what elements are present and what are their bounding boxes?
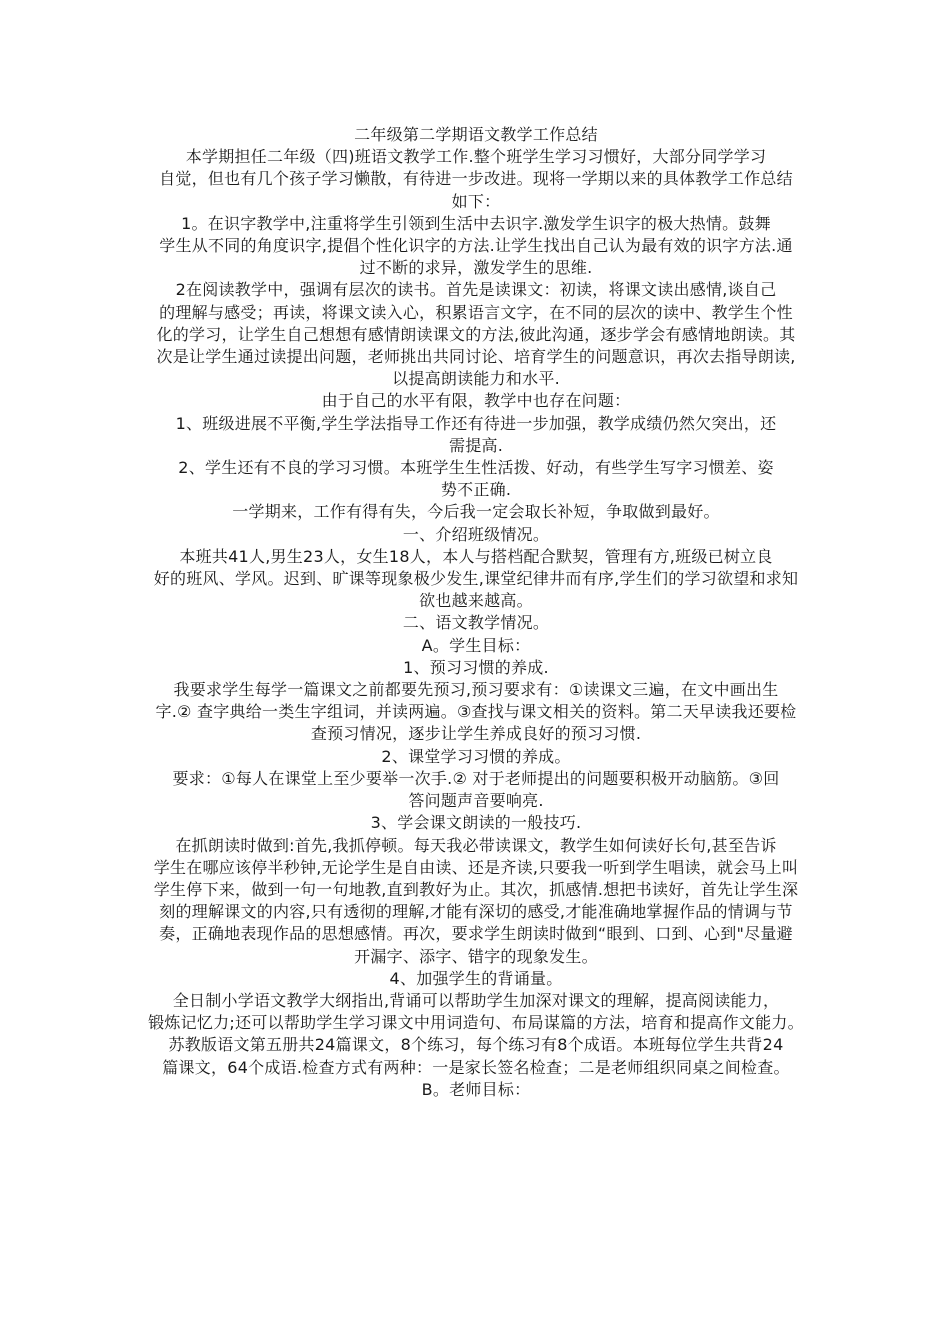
text-line: 的理解与感受；再读，将课文读入心，积累语言文字，在不同的层次的读中、教学生个性 bbox=[159, 302, 793, 322]
text-line: 答问题声音要响亮. bbox=[408, 791, 544, 811]
text-line: 好的班风、学风。迟到、旷课等现象极少发生,课堂纪律井而有序,学生们的学习欲望和求知 bbox=[153, 569, 799, 589]
subsection-heading: A。学生目标： bbox=[421, 635, 531, 655]
item-heading: 2、课堂学习习惯的养成。 bbox=[381, 746, 571, 766]
text-line: 本班共41人,男生23人，女生18人，本人与搭档配合默契，管理有方,班级已树立良 bbox=[179, 546, 773, 566]
text-line: 要求：①每人在课堂上至少要举一次手.② 对于老师提出的问题要积极开动脑筋。③回 bbox=[172, 768, 780, 788]
text-line: 以提高朗读能力和水平. bbox=[392, 369, 560, 389]
item-heading: 3、学会课文朗读的一般技巧. bbox=[370, 813, 582, 833]
text-line: 锻炼记忆力;还可以帮助学生学习课文中用词造句、布局谋篇的方法，培育和提高作文能力。 bbox=[148, 1013, 804, 1033]
section-heading: 二、语文教学情况。 bbox=[402, 613, 550, 633]
item-heading: 4、加强学生的背诵量。 bbox=[389, 968, 563, 988]
text-line: 如下： bbox=[451, 191, 501, 211]
text-line: 奏，正确地表现作品的思想感情。再次，要求学生朗读时做到“眼到、口到、心到"尽量避 bbox=[159, 924, 793, 944]
document-page bbox=[140, 124, 812, 1101]
text-line: 由于自己的水平有限，教学中也存在问题： bbox=[321, 391, 631, 411]
text-line: 需提高. bbox=[448, 435, 504, 455]
text-line: 本学期担任二年级（四)班语文教学工作.整个班学生学习习惯好，大部分同学学习 bbox=[185, 147, 767, 167]
text-line: 学生停下来，做到一句一句地教,直到教好为止。其次，抓感情.想把书读好，首先让学生深 bbox=[153, 879, 799, 899]
subsection-heading: B。老师目标： bbox=[421, 1079, 531, 1099]
text-line: 在抓朗读时做到:首先,我抓停顿。每天我必带读课文，教学生如何读好长句,甚至告诉 bbox=[175, 835, 777, 855]
text-line: 字.② 查字典给一类生字组词，并读两遍。③查找与课文相关的资料。第二天早读我还要检 bbox=[155, 702, 797, 722]
text-line: 1。在识字教学中,注重将学生引领到生活中去识字.激发学生识字的极大热情。鼓舞 bbox=[181, 213, 771, 233]
text-line: 一学期来，工作有得有失，今后我一定会取长补短，争取做到最好。 bbox=[232, 502, 720, 522]
text-line: 1、班级进展不平衡,学生学法指导工作还有待进一步加强，教学成绩仍然欠突出，还 bbox=[175, 413, 777, 433]
text-line: 过不断的求异，激发学生的思维. bbox=[359, 258, 593, 278]
text-line: 欲也越来越高。 bbox=[419, 591, 533, 611]
document-title: 二年级第二学期语文教学工作总结 bbox=[354, 125, 598, 144]
text-line: 查预习情况，逐步让学生养成良好的预习习惯. bbox=[310, 724, 642, 744]
text-line: 开漏字、添字、错字的现象发生。 bbox=[354, 946, 598, 966]
text-line: 全日制小学语文教学大纲指出,背诵可以帮助学生加深对课文的理解，提高阅读能力， bbox=[172, 990, 780, 1010]
text-line: 2、学生还有不良的学习习惯。本班学生生性活拨、好动，有些学生写字习惯差、姿 bbox=[178, 458, 774, 478]
text-line: 学生从不同的角度识字,提倡个性化识字的方法.让学生找出自己认为最有效的识字方法.通 bbox=[159, 236, 793, 256]
text-line: 篇课文，64个成语.检查方式有两种：一是家长签名检查；二是老师组织同桌之间检查。 bbox=[162, 1057, 790, 1077]
text-line: 势不正确. bbox=[440, 480, 512, 500]
text-line: 化的学习，让学生自己想想有感情朗读课文的方法,彼此沟通，逐步学会有感情地朗读。其 bbox=[156, 324, 796, 344]
text-line: 苏教版语文第五册共24篇课文，8个练习，每个练习有8个成语。本班每位学生共背24 bbox=[168, 1035, 784, 1055]
text-line: 我要求学生每学一篇课文之前都要先预习,预习要求有：①读课文三遍，在文中画出生 bbox=[173, 680, 779, 700]
item-heading: 1、预习习惯的养成. bbox=[403, 657, 549, 677]
text-line: 刻的理解课文的内容,只有透彻的理解,才能有深切的感受,才能准确地掌握作品的情调与节 bbox=[159, 902, 793, 922]
text-line: 学生在哪应该停半秒钟,无论学生是自由读、还是齐读,只要我一听到学生唱读，就会马上叫 bbox=[153, 857, 799, 877]
text-line: 次是让学生通过读提出问题，老师挑出共同讨论、培育学生的问题意识，再次去指导朗读, bbox=[156, 347, 796, 367]
text-line: 2在阅读教学中，强调有层次的读书。首先是读课文：初读，将课文读出感情,谈自己 bbox=[175, 280, 777, 300]
section-heading: 一、介绍班级情况。 bbox=[402, 524, 550, 544]
text-line: 自觉，但也有几个孩子学习懒散，有待进一步改进。现将一学期以来的具体教学工作总结 bbox=[159, 169, 793, 189]
